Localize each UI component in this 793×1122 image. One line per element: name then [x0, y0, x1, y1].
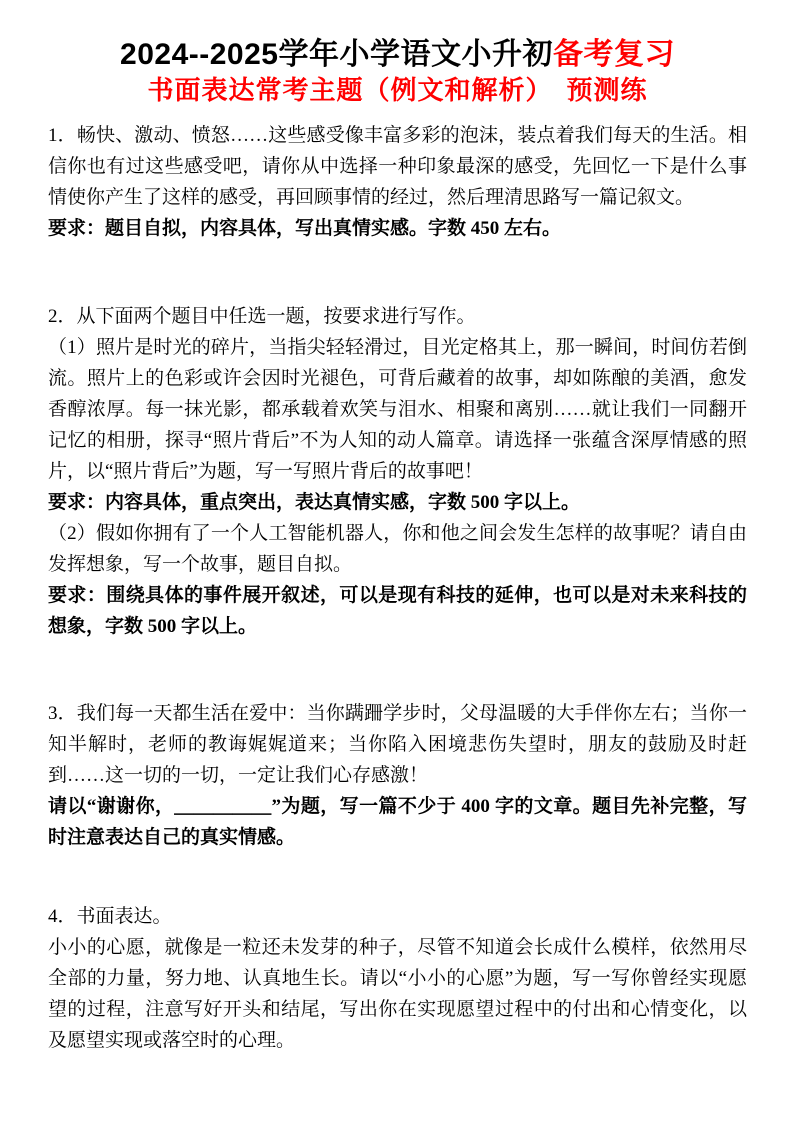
- question-2-intro: 2．从下面两个题目中任选一题，按要求进行写作。: [48, 306, 476, 327]
- question-1: [48, 120, 747, 244]
- page-title-red-highlight: 备考复习: [552, 38, 675, 71]
- question-4-text: 小小的心愿，就像是一粒还未发芽的种子，尽管不知道会长成什么模样，依然用尽全部的力量，努力地、认真地生长。请以“小小的心愿”为题，写一写你曾经实现愿望的过程，注意写好开头和结尾，写出你在实现愿望过程中的付出和心情变化，以及愿望实现或落空时的心理。: [48, 937, 747, 1051]
- question-1-requirement: 要求：题目自拟，内容具体，写出真情实感。字数 450 左右。: [48, 218, 562, 239]
- question-3-text: 3．我们每一天都生活在爱中：当你蹒跚学步时，父母温暖的大手伴你左右；当你一知半解时，老师的教诲娓娓道来；当你陷入困境悲伤失望时，朋友的鼓励及时赶到……这一切的一切，一定让我们心存感激！: [48, 703, 747, 786]
- question-2: [48, 301, 747, 642]
- question-2-option-1-text: （1）照片是时光的碎片，当指尖轻轻滑过，目光定格其上，那一瞬间，时间仿若倒流。照片上的色彩或许会因时光褪色，可背后藏着的故事，却如陈酿的美酒，愈发香醇浓厚。每一抹光影，都承载着欢笑与泪水、相聚和离别……就让我们一同翻开记忆的相册，探寻“照片背后”不为人知的动人篇章。请选择一张蕴含深厚情感的照片，以“照片背后”为题，写一写照片背后的故事吧！: [48, 337, 747, 482]
- document-body: [48, 120, 747, 1056]
- question-3-requirement: 请以“谢谢你，＿＿＿＿＿”为题，写一篇不少于 400 字的文章。题目先补完整，写时注意表达自己的真实情感。: [48, 796, 747, 848]
- question-2-option-2-text: （2）假如你拥有了一个人工智能机器人，你和他之间会发生怎样的故事呢？请自由发挥想象，写一个故事，题目自拟。: [48, 523, 747, 575]
- page-title-black: 2024--2025学年小学语文小升初: [120, 38, 553, 71]
- question-2-option-2-requirement: 要求：围绕具体的事件展开叙述，可以是现有科技的延伸，也可以是对未来科技的想象，字数 500 字以上。: [48, 585, 747, 637]
- question-2-option-1-requirement: 要求：内容具体，重点突出，表达真情实感，字数 500 字以上。: [48, 492, 581, 513]
- question-1-text: 1．畅快、激动、愤怒……这些感受像丰富多彩的泡沫，装点着我们每天的生活。相信你也有过这些感受吧，请你从中选择一种印象最深的感受，先回忆一下是什么事情使你产生了这样的感受，再回顾事情的经过，然后理清思路写一篇记叙文。: [48, 125, 747, 208]
- question-3: [48, 698, 747, 853]
- question-4: [48, 901, 747, 1056]
- question-4-intro: 4．书面表达。: [48, 906, 172, 927]
- page-subtitle: 书面表达常考主题（例文和解析） 预测练: [147, 75, 648, 105]
- page-title: [48, 36, 747, 74]
